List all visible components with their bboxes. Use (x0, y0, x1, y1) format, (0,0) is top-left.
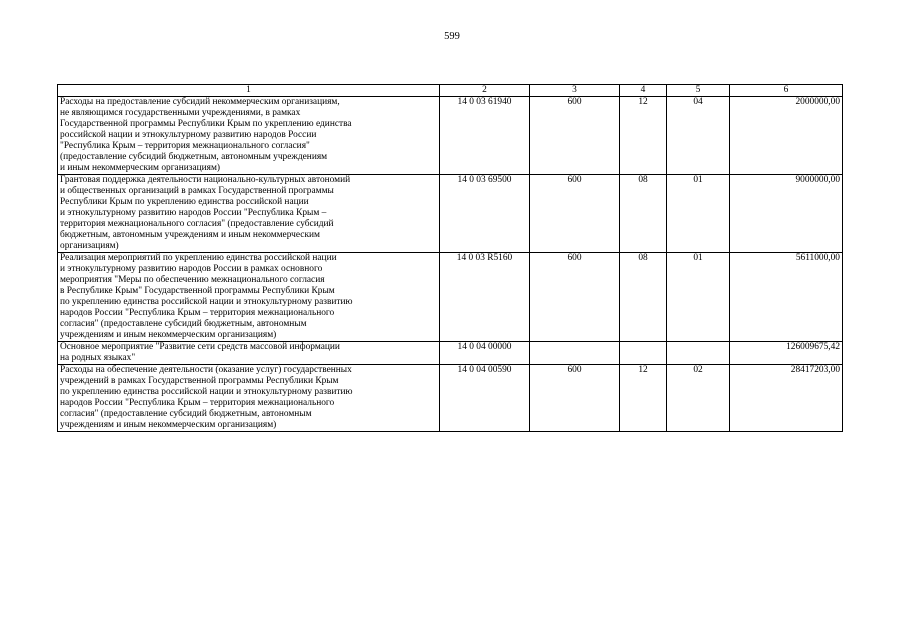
row-vr: 600 (530, 365, 620, 432)
row-name: Расходы на предоставление субсидий некоммерческим организациям, не являющимся государственными учреждениями, в рамках Государственной программы Республики Крым по укреплению единства российской нации и этнокультурному развитию народов России "Республика Крым – территория межнационального согласия" (предоставление субсидий бюджетным, автономным учреждениям и иным некоммерческим организациям) (58, 97, 440, 175)
row-pr: 01 (667, 253, 730, 342)
row-amount: 28417203,00 (730, 365, 843, 432)
row-amount: 126009675,42 (730, 342, 843, 365)
row-amount: 9000000,00 (730, 175, 843, 253)
header-row (58, 85, 843, 97)
row-name: Грантовая поддержка деятельности национально-культурных автономий и общественных организаций в рамках Государственной программы Республики Крым по укреплению единства российской нации и этнокультурному развитию народов России "Республика Крым – территория межнационального согласия" (предоставление субсидий бюджетным, автономным учреждениям и иным некоммерческим организациям) (58, 175, 440, 253)
row-pr: 02 (667, 365, 730, 432)
row-code: 14 0 04 00000 (440, 342, 530, 365)
table-row (58, 175, 843, 253)
budget-table (57, 84, 843, 432)
row-name: Реализация мероприятий по укреплению единства российской нации и этнокультурному развитию народов России в рамках основного мероприятия "Меры по обеспечению межнационального согласия в Республике Крым" Государственной программы Республики Крым по укреплению единства российской нации и этнокультурному развитию народов России "Республика Крым – территория межнационального согласия" (предоставлене субсидий бюджетным, автономным учреждениям и иным некоммерческим организациям) (58, 253, 440, 342)
row-vr: 600 (530, 97, 620, 175)
row-pr: 04 (667, 97, 730, 175)
row-rz (620, 342, 667, 365)
header-col-6: 6 (730, 85, 843, 97)
row-code: 14 0 03 61940 (440, 97, 530, 175)
table-row (58, 342, 843, 365)
row-code: 14 0 03 69500 (440, 175, 530, 253)
row-rz: 08 (620, 253, 667, 342)
page-number: 599 (444, 31, 460, 42)
header-col-4: 4 (620, 85, 667, 97)
row-rz: 12 (620, 365, 667, 432)
header-col-2: 2 (440, 85, 530, 97)
row-pr: 01 (667, 175, 730, 253)
header-col-5: 5 (667, 85, 730, 97)
row-vr (530, 342, 620, 365)
header-col-3: 3 (530, 85, 620, 97)
row-vr: 600 (530, 175, 620, 253)
table-row (58, 97, 843, 175)
row-vr: 600 (530, 253, 620, 342)
row-rz: 12 (620, 97, 667, 175)
row-code: 14 0 04 00590 (440, 365, 530, 432)
row-amount: 2000000,00 (730, 97, 843, 175)
row-name: Расходы на обеспечение деятельности (оказание услуг) государственных учреждений в рамках Государственной программы Республики Крым по укреплению единства российской нации и этнокультурному развитию народов России "Республика Крым – территория межнационального согласия" (предоставление субсидий бюджетным, автономным учреждениям и иным некоммерческим организациям) (58, 365, 440, 432)
row-code: 14 0 03 R5160 (440, 253, 530, 342)
row-pr (667, 342, 730, 365)
header-col-1: 1 (58, 85, 440, 97)
table-row (58, 365, 843, 432)
table-row (58, 253, 843, 342)
row-rz: 08 (620, 175, 667, 253)
row-amount: 5611000,00 (730, 253, 843, 342)
row-name: Основное мероприятие "Развитие сети средств массовой информации на родных языках" (58, 342, 440, 365)
